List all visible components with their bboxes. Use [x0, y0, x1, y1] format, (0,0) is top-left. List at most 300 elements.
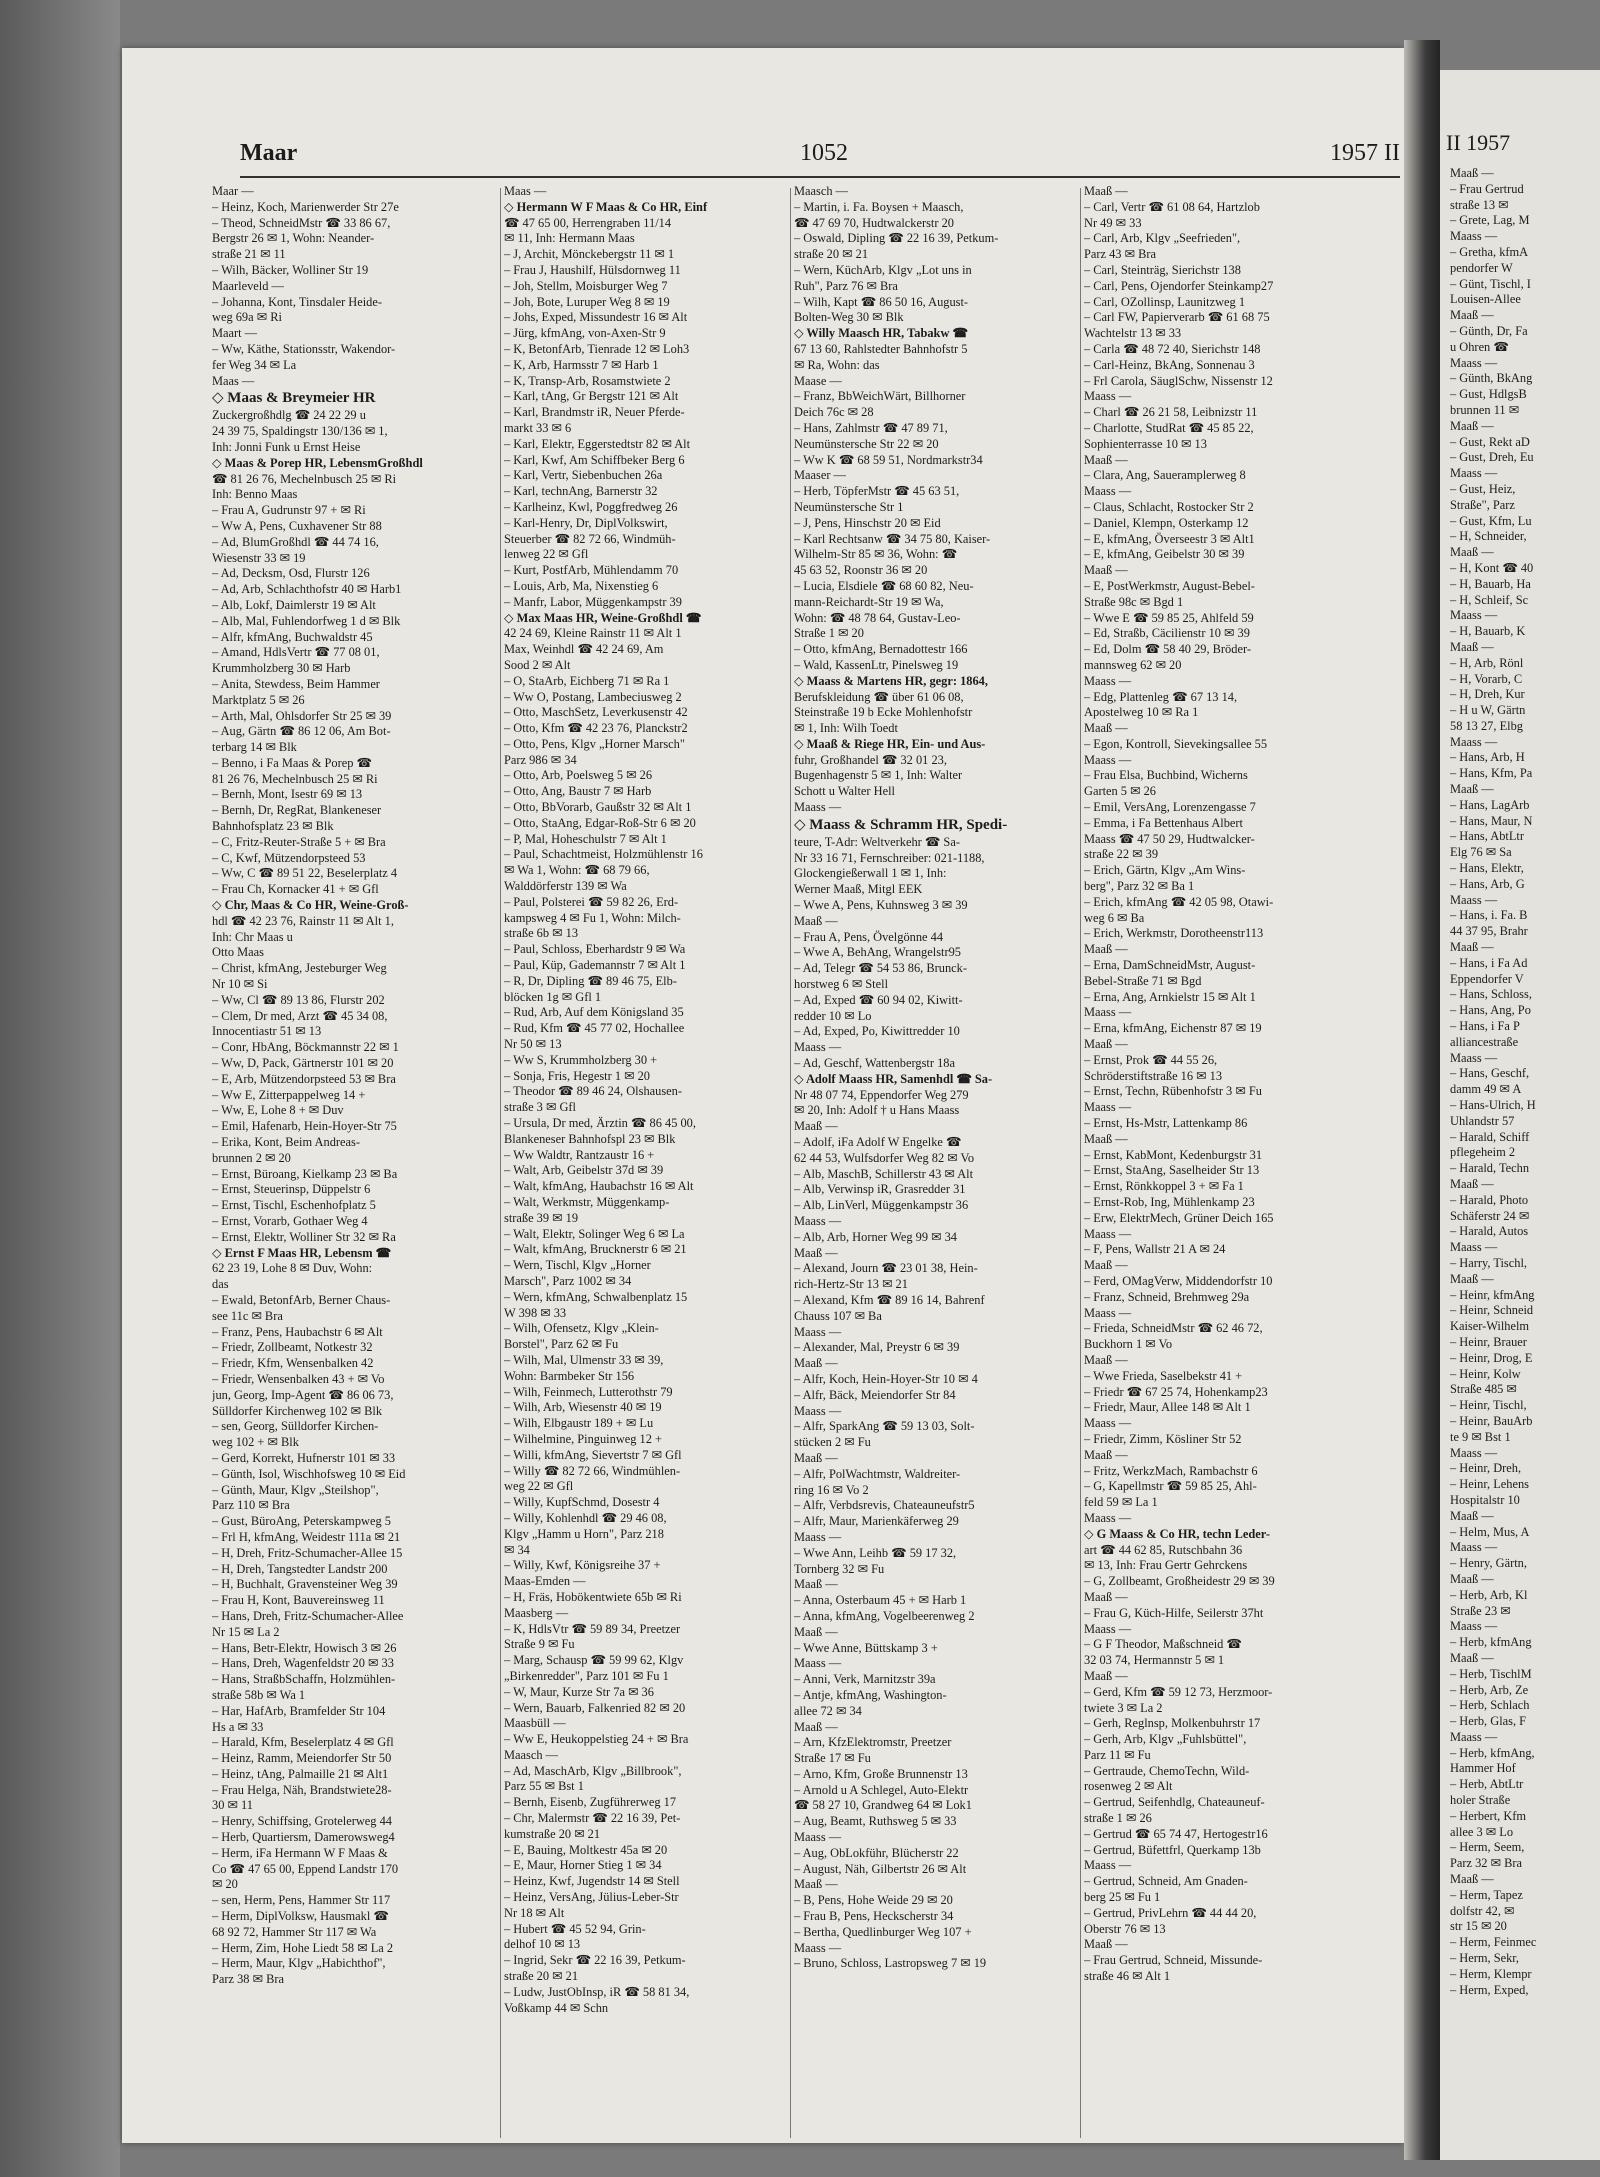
directory-entry-line: – E, kfmAng, Överseestr 3 ✉ Alt1 — [1084, 531, 1255, 546]
directory-entry-line: – Herb, AbtLtr — [1450, 1777, 1524, 1792]
directory-entry-line: – Arno, Kfm, Große Brunnenstr 13 — [794, 1766, 968, 1781]
directory-entry-line: – Edg, Plattenleg ☎ 67 13 14, — [1084, 689, 1238, 704]
directory-entry-line: – Hans, i Fa P — [1450, 1019, 1520, 1034]
directory-entry-line: Berufskleidung ☎ über 61 06 08, — [794, 689, 964, 704]
directory-entry-line: – Bernh, Eisenb, Zugführerweg 17 — [504, 1795, 677, 1810]
directory-entry-line: – Heinr, Dreh, — [1450, 1461, 1522, 1476]
directory-entry-line: – Ad, MaschArb, Klgv „Billbrook", — [504, 1763, 682, 1778]
directory-entry-line: rich-Hertz-Str 13 ✉ 21 — [794, 1277, 908, 1292]
directory-entry-line: – Clara, Ang, Saueramplerweg 8 — [1084, 468, 1246, 483]
directory-entry-line: – Hans, Betr-Elektr, Howisch 3 ✉ 26 — [212, 1640, 397, 1655]
directory-entry-line: ✉ 13, Inh: Frau Gertr Gehrckens — [1084, 1558, 1248, 1573]
directory-entry-line: – Ursula, Dr med, Ärztin ☎ 86 45 00, — [504, 1116, 696, 1131]
directory-entry-line: – Lucia, Elsdiele ☎ 68 60 82, Neu- — [794, 578, 974, 593]
header-rule — [240, 176, 1400, 178]
surname-heading: Maaß — — [794, 1450, 838, 1465]
directory-entry-line: – Wilh, Kapt ☎ 86 50 16, August- — [794, 294, 969, 309]
directory-entry-line: – Ernst, Steuerinsp, Düppelstr 6 — [212, 1182, 371, 1197]
directory-entry-line: 81 26 76, Mechelnbusch 25 ✉ Ri — [212, 771, 378, 786]
directory-entry-line: – Ed, Dolm ☎ 58 40 29, Bröder- — [1084, 642, 1251, 657]
directory-entry-line: – Heinr, Kolw — [1450, 1366, 1521, 1381]
directory-entry-line: – Franz, BbWeichWärt, Billhorner — [794, 389, 966, 404]
directory-entry-line: – E, Maur, Horner Stieg 1 ✉ 34 — [504, 1858, 662, 1873]
directory-entry-line: – Alb, Arb, Horner Weg 99 ✉ 34 — [794, 1229, 957, 1244]
directory-entry-line: – K, Arb, Harmsstr 7 ✉ Harb 1 — [504, 357, 659, 372]
directory-entry-line: – Aug, ObLokführ, Blücherstr 22 — [794, 1845, 959, 1860]
directory-entry-line: – Ferd, OMagVerw, Middendorfstr 10 — [1084, 1273, 1273, 1288]
directory-entry-line: – Gretha, kfmA — [1450, 244, 1529, 259]
directory-entry-line: brunnen 11 ✉ — [1450, 402, 1520, 417]
directory-entry-line: Kaiser-Wilhelm — [1450, 1319, 1530, 1334]
column-2 — [504, 184, 789, 2144]
directory-entry-line: – Emma, i Fa Bettenhaus Albert — [1084, 815, 1243, 830]
surname-heading: Maass — — [794, 1656, 842, 1671]
directory-entry-line: – Wilh, Elbgaustr 189 + ✉ Lu — [504, 1416, 654, 1431]
directory-entry-line: Glockengießerwall 1 ✉ 1, Inh: — [794, 866, 947, 881]
directory-entry-line: Blankeneser Bahnhofspl 23 ✉ Blk — [504, 1131, 676, 1146]
directory-entry-line: ☎ 58 27 10, Grandweg 64 ✉ Lok1 — [794, 1798, 972, 1813]
directory-entry-line: hdl ☎ 42 23 76, Rainstr 11 ✉ Alt 1, — [212, 913, 394, 928]
directory-entry-line: Inh: Chr Maas u — [212, 929, 293, 944]
directory-entry-line: Parz 32 ✉ Bra — [1450, 1856, 1522, 1871]
directory-entry-line: Hospitalstr 10 — [1450, 1492, 1520, 1507]
directory-entry-line: Krummholzberg 30 ✉ Harb — [212, 661, 351, 676]
directory-entry-line: – Hans, Zahlmstr ☎ 47 89 71, — [794, 420, 948, 435]
directory-entry-line: – Heinz, VersAng, Jülius-Leber-Str — [504, 1890, 679, 1905]
directory-entry-line: – Erw, ElektrMech, Grüner Deich 165 — [1084, 1210, 1274, 1225]
directory-entry-line: – Heinz, Koch, Marienwerder Str 27e — [212, 199, 399, 214]
directory-entry-line: – Heinz, tAng, Palmaille 21 ✉ Alt1 — [212, 1766, 389, 1781]
directory-entry-line: Deich 76c ✉ 28 — [794, 405, 874, 420]
directory-entry-line: Marsch", Parz 1002 ✉ 34 — [504, 1273, 632, 1288]
directory-entry-line: – Gertrud, Schneid, Am Gnaden- — [1084, 1874, 1248, 1889]
directory-entry-line: – Henry, Schiffsing, Grotelerweg 44 — [212, 1814, 392, 1829]
directory-entry-line: weg 22 ✉ Gfl — [504, 1479, 574, 1494]
directory-entry-line: – Wilhelmine, Pinguinweg 12 + — [504, 1431, 663, 1446]
directory-entry-line: – Ww O, Postang, Lambeciusweg 2 — [504, 689, 682, 704]
directory-entry-line: – Alexander, Mal, Preystr 6 ✉ 39 — [794, 1340, 960, 1355]
surname-heading: Maaß — — [794, 1624, 838, 1639]
directory-entry-line: ◇ Chr, Maas & Co HR, Weine-Groß- — [212, 898, 409, 913]
directory-entry-line: – Har, HafArb, Bramfelder Str 104 — [212, 1703, 386, 1718]
directory-entry-line: – Charl ☎ 26 21 58, Leibnizstr 11 — [1084, 405, 1258, 420]
directory-entry-line: – August, Näh, Gilbertstr 26 ✉ Alt — [794, 1861, 967, 1876]
directory-entry-line: – B, Pens, Hohe Weide 29 ✉ 20 — [794, 1893, 953, 1908]
directory-entry-line: – Alexand, Journ ☎ 23 01 38, Hein- — [794, 1261, 978, 1276]
directory-entry-line: – P, Mal, Hoheschulstr 7 ✉ Alt 1 — [504, 831, 667, 846]
directory-entry-line: – H, Dreh, Tangstedter Landstr 200 — [212, 1561, 388, 1576]
directory-entry-line: – Karl, Elektr, Eggerstedtstr 82 ✉ Alt — [504, 436, 691, 451]
directory-entry-line: – K, BetonfArb, Tienrade 12 ✉ Loh3 — [504, 341, 690, 356]
surname-heading: Maaß — — [794, 1719, 838, 1734]
directory-entry-line: straße 46 ✉ Alt 1 — [1084, 1969, 1171, 1984]
directory-entry-line: – Ww, E, Lohe 8 + ✉ Duv — [212, 1103, 344, 1118]
directory-entry-line: – Ww Waldtr, Rantzaustr 16 + — [504, 1147, 655, 1162]
directory-entry-line: „Birkenredder", Parz 101 ✉ Fu 1 — [504, 1668, 669, 1683]
directory-entry-line: Uhlandstr 57 — [1450, 1113, 1515, 1128]
surname-heading: Maass — — [1450, 608, 1498, 623]
directory-entry-line: – Alb, Mal, Fuhlendorfweg 1 d ✉ Blk — [212, 613, 401, 628]
directory-entry-line: – E, Bauing, Moltkestr 45a ✉ 20 — [504, 1842, 668, 1857]
directory-entry-line: – Herm, Maur, Klgv „Habichthof", — [212, 1956, 386, 1971]
directory-entry-line: ✉ Wa 1, Wohn: ☎ 68 79 66, — [504, 863, 650, 878]
directory-entry-line: ◇ G Maass & Co HR, techn Leder- — [1084, 1526, 1270, 1541]
directory-entry-line: – Otto, Kfm ☎ 42 23 76, Planckstr2 — [504, 721, 688, 736]
directory-entry-line: – Paul, Polsterei ☎ 59 82 26, Erd- — [504, 894, 679, 909]
directory-entry-line: – Gust, HdlgsB — [1450, 387, 1527, 402]
directory-entry-line: – Günth, BkAng — [1450, 371, 1533, 386]
directory-entry-line: – Frau A, Gudrunstr 97 + ✉ Ri — [212, 503, 366, 518]
directory-entry-line: Wiesenstr 33 ✉ 19 — [212, 550, 306, 565]
directory-entry-line: – Martin, i. Fa. Boysen + Maasch, — [794, 199, 964, 214]
directory-entry-line: – Harald, Techn — [1450, 1161, 1530, 1176]
directory-entry-line: – E, PostWerkmstr, August-Bebel- — [1084, 578, 1255, 593]
directory-entry-line: – Hans, LagArb — [1450, 797, 1530, 812]
directory-entry-line: Parz 11 ✉ Fu — [1084, 1747, 1151, 1762]
surname-heading: Maaß — — [1084, 1131, 1128, 1146]
directory-entry-line: ◇ Maass & Martens HR, gegr: 1864, — [794, 673, 988, 688]
directory-entry-line: straße 20 ✉ 21 — [504, 1969, 579, 1984]
directory-entry-line: – Herbert, Kfm — [1450, 1808, 1527, 1823]
directory-entry-line: – Wern, Bauarb, Falkenried 82 ✉ 20 — [504, 1700, 686, 1715]
directory-entry-line: ring 16 ✉ Vo 2 — [794, 1482, 869, 1497]
directory-entry-line: Wachtelstr 13 ✉ 33 — [1084, 326, 1182, 341]
directory-entry-line: – Alfr, SparkAng ☎ 59 13 03, Solt- — [794, 1419, 975, 1434]
surname-heading: Maaß — — [1450, 1571, 1494, 1586]
directory-entry-line: – Arn, KfzElektromstr, Preetzer — [794, 1735, 952, 1750]
directory-entry-line: – Grete, Lag, M — [1450, 213, 1530, 228]
directory-entry-line: blöcken 1g ✉ Gfl 1 — [504, 989, 602, 1004]
directory-entry-line: – Wwe A, BehAng, Wrangelstr95 — [794, 945, 961, 960]
directory-entry-line: Nr 33 16 71, Fernschreiber: 021-1188, — [794, 850, 985, 865]
directory-entry-line: – Frl Carola, SäuglSchw, Nissenstr 12 — [1084, 373, 1273, 388]
directory-entry-line: – Herm, Exped, — [1450, 1982, 1529, 1997]
directory-entry-line: – Frau A, Pens, Övelgönne 44 — [794, 929, 944, 944]
directory-entry-line: – Egon, Kontroll, Sievekingsallee 55 — [1084, 736, 1268, 751]
directory-entry-line: – Carl, Arb, Klgv „Seefrieden", — [1084, 231, 1241, 246]
directory-entry-line: 30 ✉ 11 — [212, 1798, 253, 1813]
directory-entry-line: – Ernst, Büroang, Kielkamp 23 ✉ Ba — [212, 1166, 398, 1181]
directory-entry-line: straße 22 ✉ 39 — [1084, 847, 1159, 862]
surname-heading: Maaß — — [1084, 1589, 1128, 1604]
directory-entry-line: stücken 2 ✉ Fu — [794, 1435, 871, 1450]
surname-heading: Maass — — [794, 1940, 842, 1955]
directory-entry-line: ✉ 20, Inh: Adolf † u Hans Maass — [794, 1103, 960, 1118]
directory-entry-line: ✉ Ra, Wohn: das — [794, 357, 880, 372]
directory-entry-line: – Herb, TöpferMstr ☎ 45 63 51, — [794, 484, 960, 499]
surname-heading: Maaß — — [794, 1877, 838, 1892]
directory-entry-line: Straße 1 ✉ 20 — [794, 626, 864, 641]
surname-heading: Maaß — — [1450, 308, 1494, 323]
directory-entry-line: allee 3 ✉ Lo — [1450, 1824, 1514, 1839]
directory-entry-line: – Ad, Geschf, Wattenbergstr 18a — [794, 1056, 955, 1071]
surname-heading: Maaß — — [794, 913, 838, 928]
directory-entry-line: – Herb, TischlM — [1450, 1666, 1532, 1681]
directory-entry-line: – Anna, Osterbaum 45 + ✉ Harb 1 — [794, 1593, 967, 1608]
directory-entry-line: pendorfer W — [1450, 260, 1513, 275]
directory-entry-line: – Herb, Schlach — [1450, 1698, 1530, 1713]
directory-entry-line: ☎ 47 65 00, Herrengraben 11/14 — [504, 215, 672, 230]
directory-entry-line: – Heinr, Tischl, — [1450, 1398, 1527, 1413]
directory-entry-line: Marktplatz 5 ✉ 26 — [212, 692, 305, 707]
directory-entry-line: ◇ Maaß & Riege HR, Ein- und Aus- — [794, 736, 986, 751]
directory-entry-line: – Heinr, BauArb — [1450, 1413, 1533, 1428]
directory-entry-line: – Wilh, Mal, Ulmenstr 33 ✉ 39, — [504, 1352, 664, 1367]
directory-entry-line: – Johanna, Kont, Tinsdaler Heide- — [212, 294, 383, 309]
directory-entry-line: teure, T-Adr: Weltverkehr ☎ Sa- — [794, 834, 960, 849]
directory-entry-line: – Karl, tAng, Gr Bergstr 121 ✉ Alt — [504, 389, 679, 404]
directory-entry-line: straße 39 ✉ 19 — [504, 1210, 579, 1225]
directory-entry-line: Wilhelm-Str 85 ✉ 36, Wohn: ☎ — [794, 547, 958, 562]
directory-entry-line: – Walt, kfmAng, Haubachstr 16 ✉ Alt — [504, 1179, 694, 1194]
directory-entry-line: – Otto, Ang, Baustr 7 ✉ Harb — [504, 784, 652, 799]
directory-entry-line: – Harry, Tischl, — [1450, 1255, 1527, 1270]
directory-entry-line: – Heinr, Brauer — [1450, 1334, 1527, 1349]
directory-entry-line: – Wern, KüchArb, Klgv „Lot uns in — [794, 262, 972, 277]
directory-entry-line: u Ohren ☎ — [1450, 339, 1509, 354]
directory-entry-line: fer Weg 34 ✉ La — [212, 357, 297, 372]
directory-entry-line: – Otto, MaschSetz, Leverkusenstr 42 — [504, 705, 688, 720]
directory-entry-line: – Herb, Glas, F — [1450, 1714, 1527, 1729]
directory-entry-line: see 11c ✉ Bra — [212, 1308, 283, 1323]
directory-entry-line: ◇ Maas & Porep HR, LebensmGroßhdl — [212, 455, 423, 470]
directory-entry-line: Eppendorfer V — [1450, 971, 1524, 986]
directory-entry-line: – Gust, Heiz, — [1450, 481, 1516, 496]
directory-entry-line: – Alb, LinVerl, Müggenkampstr 36 — [794, 1198, 969, 1213]
surname-heading: Maasch — — [794, 184, 849, 198]
directory-entry-line: Nr 50 ✉ 13 — [504, 1037, 562, 1052]
surname-heading: Maaß — — [1450, 1508, 1494, 1523]
directory-entry-line: – E, Arb, Mützendorpsteed 53 ✉ Bra — [212, 1071, 396, 1086]
directory-entry-line: – Paul, Küp, Gademannstr 7 ✉ Alt 1 — [504, 958, 686, 973]
directory-entry-line: – Hans, Kfm, Pa — [1450, 766, 1533, 781]
directory-entry-line: – Gust, Dreh, Eu — [1450, 450, 1534, 465]
surname-heading: Maass — — [1084, 1100, 1132, 1115]
directory-entry-line: 68 92 72, Hammer Str 117 ✉ Wa — [212, 1924, 377, 1939]
directory-entry-line: – Heinr, Drog, E — [1450, 1350, 1533, 1365]
directory-entry-line: – H, Dreh, Fritz-Schumacher-Allee 15 — [212, 1545, 403, 1560]
directory-entry-line: – Frau J, Haushilf, Hülsdornweg 11 — [504, 262, 681, 277]
directory-entry-line: Parz 110 ✉ Bra — [212, 1498, 290, 1513]
directory-entry-line: – Clem, Dr med, Arzt ☎ 45 34 08, — [212, 1008, 388, 1023]
surname-heading: Maaß — — [1450, 166, 1494, 180]
directory-entry-line: – Gertrud, Büfettfrl, Querkamp 13b — [1084, 1842, 1261, 1857]
surname-heading: Maaß — — [1084, 184, 1128, 198]
page-header — [240, 140, 1400, 172]
surname-heading: Maaser — — [794, 468, 846, 483]
directory-entry-line: – sen, Herm, Pens, Hammer Str 117 — [212, 1893, 391, 1908]
directory-entry-line: Wohn: Barmbeker Str 156 — [504, 1368, 635, 1383]
directory-entry-line: – Emil, VersAng, Lorenzengasse 7 — [1084, 800, 1256, 815]
directory-entry-line: Sood 2 ✉ Alt — [504, 657, 571, 672]
directory-entry-line: – Willy ☎ 82 72 66, Windmühlen- — [504, 1463, 681, 1478]
directory-entry-line: Hammer Hof — [1450, 1761, 1516, 1776]
directory-entry-line: das — [212, 1277, 229, 1292]
directory-entry-line: – Hans, i Fa Ad — [1450, 955, 1528, 970]
surname-heading: Maass — — [1084, 1005, 1132, 1020]
directory-entry-line: – Gertrud, Seifenhdlg, Chateauneuf- — [1084, 1795, 1265, 1810]
directory-entry-line: ◇ Hermann W F Maas & Co HR, Einf — [504, 199, 708, 214]
directory-entry-line: 58 13 27, Elbg — [1450, 718, 1523, 733]
directory-entry-line: Hs a ✉ 33 — [212, 1719, 264, 1734]
directory-entry-line: – Bruno, Schloss, Lastropsweg 7 ✉ 19 — [794, 1956, 987, 1971]
directory-entry-line: weg 6 ✉ Ba — [1084, 910, 1145, 925]
directory-entry-line: Straße 17 ✉ Fu — [794, 1751, 871, 1766]
surname-heading: Maaß — — [1450, 782, 1494, 797]
directory-entry-line: – Frau Ch, Kornacker 41 + ✉ Gfl — [212, 882, 379, 897]
directory-entry-line: – Ernst, Vorarb, Gothaer Weg 4 — [212, 1214, 368, 1228]
directory-entry-line: rosenweg 2 ✉ Alt — [1084, 1779, 1173, 1794]
directory-entry-line: – Fritz, WerkzMach, Rambachstr 6 — [1084, 1463, 1258, 1478]
directory-entry-line: – Bertha, Quedlinburger Weg 107 + — [794, 1924, 972, 1939]
directory-entry-line: – Harald, Schiff — [1450, 1129, 1530, 1144]
column-divider — [790, 188, 791, 2138]
directory-entry-line: – J, Archit, Mönckebergstr 11 ✉ 1 — [504, 247, 675, 262]
directory-entry-line: – Alfr, Verbdsrevis, Chateauneufstr5 — [794, 1498, 975, 1513]
directory-entry-line: – Ernst, Elektr, Wolliner Str 32 ✉ Ra — [212, 1229, 396, 1244]
directory-entry-line: Co ☎ 47 65 00, Eppend Landstr 170 — [212, 1861, 399, 1876]
directory-entry-line: Nr 48 07 74, Eppendorfer Weg 279 — [794, 1087, 969, 1102]
directory-entry-line: – Frau Helga, Näh, Brandstwiete28- — [212, 1782, 392, 1797]
surname-heading: Maass — — [1450, 1050, 1498, 1065]
book-gutter — [1404, 40, 1440, 2160]
directory-entry-line: – Friedr, Maur, Allee 148 ✉ Alt 1 — [1084, 1400, 1251, 1415]
directory-entry-line: straße 13 ✉ — [1450, 197, 1509, 212]
surname-heading: Maaß — — [794, 1245, 838, 1260]
surname-heading: Maass — — [1450, 1729, 1498, 1744]
directory-entry-line: – Hans-Ulrich, H — [1450, 1098, 1536, 1113]
directory-entry-line: – Helm, Mus, A — [1450, 1524, 1530, 1539]
directory-entry-line: – H, Vorarb, C — [1450, 671, 1523, 686]
directory-entry-line: Ruh", Parz 76 ✉ Bra — [794, 278, 898, 293]
directory-entry-line: – Karl, Vertr, Siebenbuchen 26a — [504, 468, 663, 483]
directory-entry-line: – Ww, C ☎ 89 51 22, Beselerplatz 4 — [212, 866, 398, 881]
directory-entry-line: – Alb, Lokf, Daimlerstr 19 ✉ Alt — [212, 597, 376, 612]
directory-entry-line: weg 69a ✉ Ri — [212, 310, 282, 325]
directory-entry-line: – Hans, Elektr, — [1450, 861, 1524, 876]
directory-entry-line: ✉ 20 — [212, 1877, 238, 1892]
directory-entry-line: Straße 9 ✉ Fu — [504, 1637, 575, 1652]
directory-entry-line: straße 6b ✉ 13 — [504, 926, 579, 941]
directory-entry-line: – Wern, kfmAng, Schwalbenplatz 15 — [504, 1289, 688, 1304]
directory-entry-line: Neumünstersche Str 1 — [794, 499, 904, 514]
surname-heading: Maaß — — [1450, 545, 1494, 560]
surname-heading: Maaß — — [1450, 639, 1494, 654]
directory-entry-line: pflegeheim 2 — [1450, 1145, 1516, 1160]
directory-entry-line: 44 37 95, Brahr — [1450, 924, 1528, 939]
directory-entry-line: Borstel", Parz 62 ✉ Fu — [504, 1337, 619, 1352]
directory-entry-line: – Gerd, Korrekt, Hufnerstr 101 ✉ 33 — [212, 1450, 396, 1465]
directory-entry-line: – Rud, Kfm ☎ 45 77 02, Hochallee — [504, 1021, 685, 1036]
directory-entry-line: – Herm, Klempr — [1450, 1966, 1532, 1981]
directory-entry-line: – Frau B, Pens, Heckscherstr 34 — [794, 1909, 954, 1924]
directory-entry-line: – Karlheinz, Kwl, Poggfredweg 26 — [504, 499, 678, 514]
directory-entry-line: – Ludw, JustObInsp, iR ☎ 58 81 34, — [504, 1984, 690, 1999]
directory-entry-line: – R, Dr, Dipling ☎ 89 46 75, Elb- — [504, 973, 677, 988]
directory-entry-line: – Claus, Schlacht, Rostocker Str 2 — [1084, 499, 1254, 514]
directory-entry-line: allee 72 ✉ 34 — [794, 1703, 862, 1718]
directory-entry-line: – Theod, SchneidMstr ☎ 33 86 67, — [212, 215, 391, 230]
directory-entry-line: – Frau G, Küch-Hilfe, Seilerstr 37ht — [1084, 1605, 1264, 1620]
directory-entry-line: Nr 49 ✉ 33 — [1084, 215, 1142, 230]
directory-entry-line: kampsweg 4 ✉ Fu 1, Wohn: Milch- — [504, 910, 681, 925]
directory-entry-line: – Conr, HbAng, Böckmannstr 22 ✉ 1 — [212, 1040, 399, 1055]
directory-entry-line: – O, StaArb, Eichberg 71 ✉ Ra 1 — [504, 673, 670, 688]
column-divider — [1080, 188, 1081, 2138]
directory-entry-line: ✉ 11, Inh: Hermann Maas — [504, 231, 635, 246]
directory-entry-line: ◇ Max Maas HR, Weine-Großhdl ☎ — [504, 610, 702, 625]
directory-entry-line: ✉ 1, Inh: Wilh Toedt — [794, 721, 898, 736]
directory-entry-line: delhof 10 ✉ 13 — [504, 1937, 581, 1952]
directory-entry-line: Parz 43 ✉ Bra — [1084, 247, 1156, 262]
directory-entry-line: – Walt, Elektr, Solinger Weg 6 ✉ La — [504, 1226, 685, 1241]
directory-entry-line: Louisen-Allee — [1450, 292, 1521, 307]
directory-entry-line: – C, Kwf, Mützendorpsteed 53 — [212, 850, 366, 865]
directory-entry-line: – Herm, Sekr, — [1450, 1951, 1520, 1966]
surname-heading: Maass — — [794, 800, 842, 815]
directory-entry-line: Garten 5 ✉ 26 — [1084, 784, 1156, 799]
surname-heading: Maar — — [212, 184, 254, 198]
directory-entry-line: – Ernst, StaAng, Saselheider Str 13 — [1084, 1163, 1260, 1178]
directory-entry-line: – H u W, Gärtn — [1450, 703, 1526, 718]
directory-entry-line: – Ad, Arb, Schlachthofstr 40 ✉ Harb1 — [212, 582, 402, 597]
directory-entry-line: straße 20 ✉ 21 — [794, 247, 869, 262]
surname-heading: Maass — — [794, 1830, 842, 1845]
directory-entry-line: Zuckergroßhdlg ☎ 24 22 29 u — [212, 408, 366, 423]
directory-entry-line: redder 10 ✉ Lo — [794, 1008, 872, 1023]
directory-entry-line: – Anna, kfmAng, Vogelbeerenweg 2 — [794, 1608, 975, 1623]
directory-entry-line: – Gust, BüroAng, Peterskampweg 5 — [212, 1514, 391, 1529]
surname-heading: Maaß — — [794, 1577, 838, 1592]
directory-entry-line: – Theodor ☎ 89 46 24, Olshausen- — [504, 1084, 682, 1099]
surname-heading: Maass — — [794, 1040, 842, 1055]
directory-entry-line: – Carl FW, Papierverarb ☎ 61 68 75 — [1084, 310, 1270, 325]
directory-entry-line: ◇ Adolf Maass HR, Samenhdl ☎ Sa- — [794, 1071, 993, 1086]
directory-entry-line: straße 21 ✉ 11 — [212, 247, 286, 262]
directory-entry-line: Parz 986 ✉ 34 — [504, 752, 577, 767]
directory-entry-line: – Karl, Kwf, Am Schiffbeker Berg 6 — [504, 452, 685, 467]
surname-heading: Maass — — [1084, 1226, 1132, 1241]
directory-entry-line: – Heinr, Lehens — [1450, 1477, 1529, 1492]
directory-entry-line: – H, Bauarb, K — [1450, 624, 1526, 639]
surname-heading: Maaß — — [1084, 1258, 1128, 1273]
surname-heading: Maass — — [1450, 892, 1498, 907]
directory-entry-line: – Harald, Kfm, Beselerplatz 4 ✉ Gfl — [212, 1735, 394, 1750]
directory-entry-line: – Hans, Maur, N — [1450, 813, 1533, 828]
directory-entry-line: – Hans, AbtLtr — [1450, 829, 1524, 844]
directory-entry-line: ◇ Maas & Breymeier HR — [212, 390, 376, 407]
directory-entry-line: – Aug, Beamt, Ruthsweg 5 ✉ 33 — [794, 1814, 957, 1829]
directory-entry-line: – Anni, Verk, Marnitzstr 39a — [794, 1672, 936, 1687]
directory-entry-line: – Otto, StaAng, Edgar-Roß-Str 6 ✉ 20 — [504, 815, 696, 830]
directory-entry-line: – Wilh, Feinmech, Lutterothstr 79 — [504, 1384, 673, 1399]
directory-entry-line: berg 25 ✉ Fu 1 — [1084, 1890, 1161, 1905]
surname-heading: Maass — — [1084, 752, 1132, 767]
directory-entry-line: – H, Dreh, Kur — [1450, 687, 1525, 702]
directory-entry-line: – Ewald, BetonfArb, Berner Chaus- — [212, 1292, 391, 1307]
directory-entry-line: – Ernst, Prok ☎ 44 55 26, — [1084, 1052, 1218, 1067]
directory-entry-line: – Ww, Käthe, Stationsstr, Wakendor- — [212, 341, 396, 356]
directory-entry-line: – Ad, Decksm, Osd, Flurstr 126 — [212, 566, 370, 581]
page-number: 1052 — [800, 140, 848, 166]
directory-entry-line: – Benno, i Fa Maas & Porep ☎ — [212, 755, 372, 770]
directory-entry-line: – Ww E, Heukoppelstieg 24 + ✉ Bra — [504, 1732, 689, 1747]
directory-entry-line: – Herm, DiplVolksw, Hausmakl ☎ — [212, 1909, 389, 1924]
directory-entry-line: Straße 98c ✉ Bgd 1 — [1084, 594, 1184, 609]
directory-entry-line: – sen, Georg, Sülldorfer Kirchen- — [212, 1419, 379, 1434]
directory-entry-line: – Alfr, kfmAng, Buchwaldstr 45 — [212, 629, 373, 644]
header-catchword: Maar — [240, 140, 298, 166]
